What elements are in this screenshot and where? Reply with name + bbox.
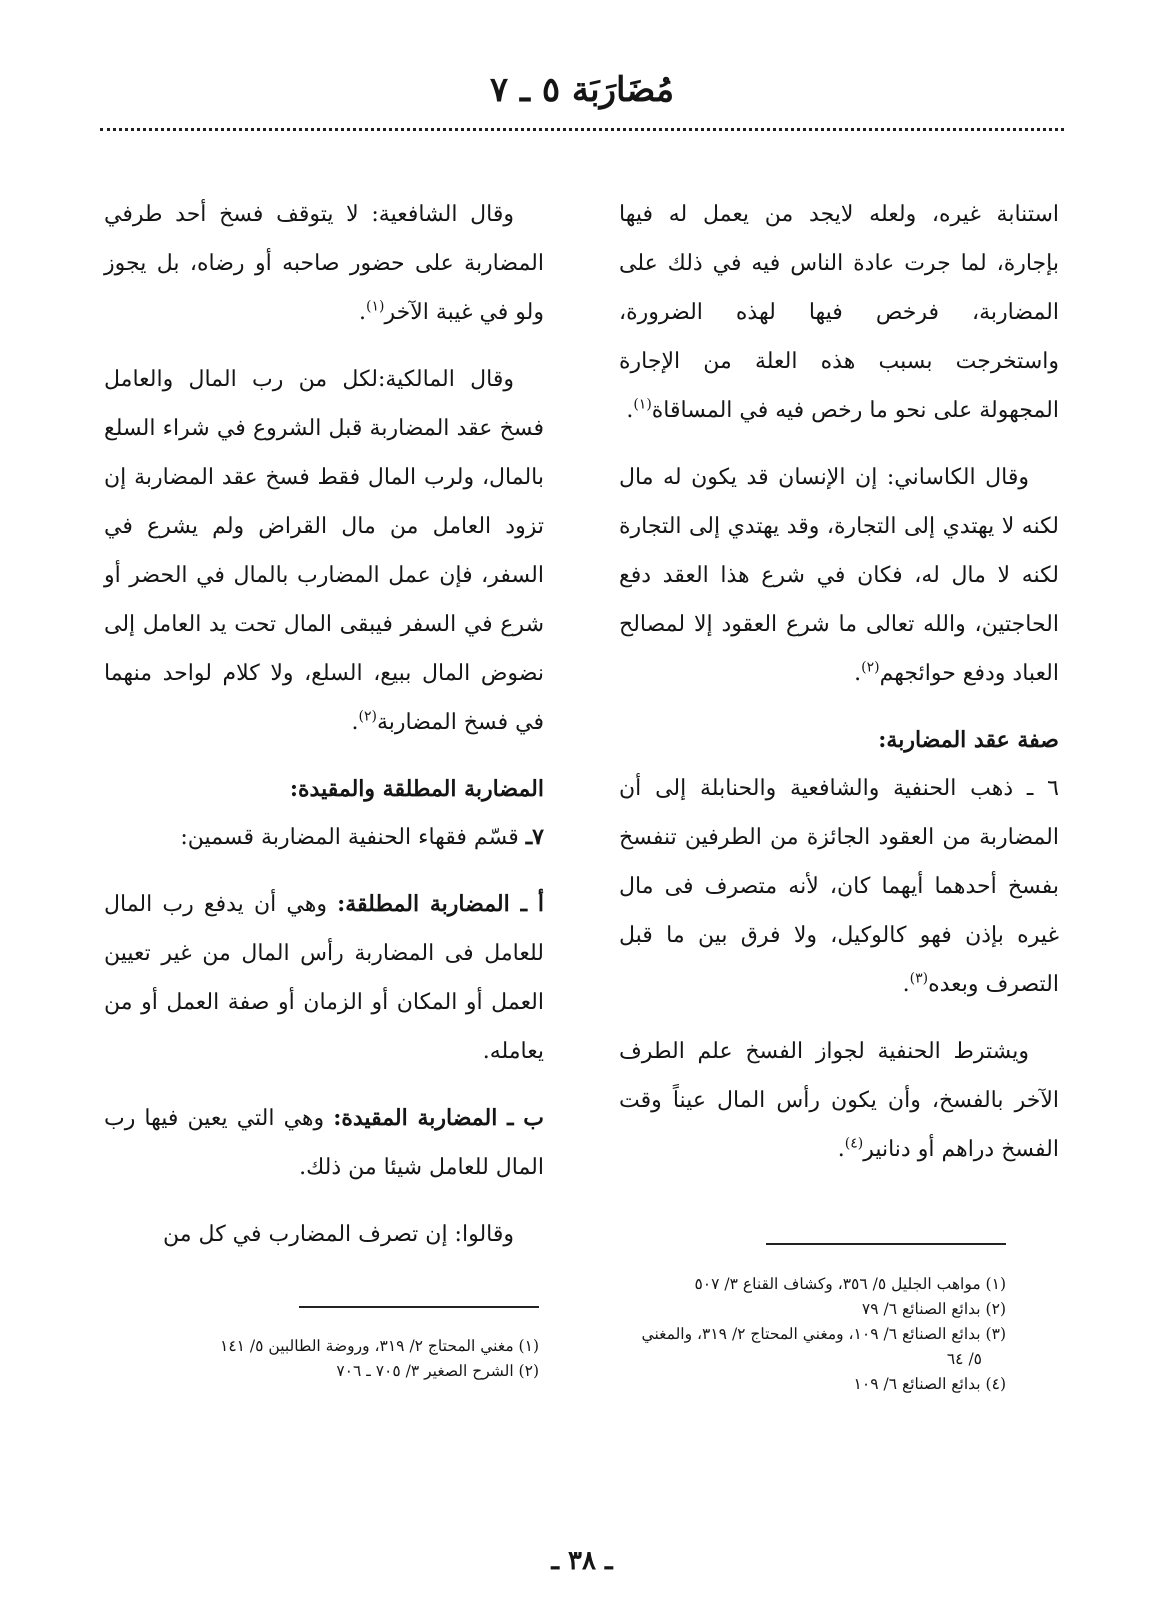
footnote-item: (٤) بدائع الصنائع ٦/ ١٠٩ — [853, 1375, 1006, 1393]
left-paragraph-1: وقال الشافعية: لا يتوقف فسخ أحد طرفي المضاربة على حضور صاحبه أو رضاه، بل يجوز ولو في غيبة الآخر$^{(١)}$. — [104, 202, 544, 325]
left-paragraph-4: أ ـ المضاربة المطلقة: وهي أن يدفع رب المال للعامل فى المضاربة رأس المال من غير تعيين العمل أو المكان أو الزمان أو صفة العمل أو من يعامله. — [104, 891, 544, 1064]
footnote-ref: (١) — [633, 396, 652, 413]
footnote-ref: (٤) — [844, 1135, 864, 1152]
section-heading-contract-nature: صفة عقد المضاربة: — [878, 727, 1059, 753]
footnote-rule-left — [299, 1306, 539, 1308]
section-heading-absolute-restricted: المضاربة المطلقة والمقيدة: — [289, 776, 544, 802]
footnote-ref: (١) — [366, 298, 385, 315]
page-header-title: مُضَارَبَة ٥ ـ ٧ — [489, 70, 675, 110]
footnote-item: (٢) بدائع الصنائع ٦/ ٧٩ — [861, 1300, 1006, 1318]
left-paragraph-6: وقالوا: إن تصرف المضارب في كل من — [163, 1222, 514, 1247]
footnote-item: (١) مواهب الجليل ٥/ ٣٥٦، وكشاف القناع ٣/ ٥٠٧ — [694, 1275, 1006, 1293]
left-paragraph-2: وقال المالكية:لكل من رب المال والعامل فسخ عقد المضاربة قبل الشروع في شراء السلع بالمال، ولرب المال فقط فسخ عقد المضاربة إن تزود العامل من مال القراض ولم يشرع في السفر، فإن عمل المضارب بالمال في الحضر أو شرع في السفر فيبقى المال تحت يد العامل إلى نضوض المال ببيع، السلع، ولا كلام لواحد منهما في فسخ المضاربة$^{(٢)}$. — [104, 367, 544, 735]
right-paragraph-4: ويشترط الحنفية لجواز الفسخ علم الطرف الآخر بالفسخ، وأن يكون رأس المال عيناً وقت الفسخ دراهم أو دنانير$^{(٤)}$. — [619, 1039, 1059, 1162]
header-dotted-rule — [100, 128, 1064, 131]
footnote-item: (٣) بدائع الصنائع ٦/ ١٠٩، ومغني المحتاج ٢/ ٣١٩، والمغني — [641, 1325, 1006, 1343]
footnote-item: (٢) الشرح الصغير ٣/ ٧٠٥ ـ ٧٠٦ — [336, 1362, 539, 1380]
right-paragraph-3: ٦ ـ ذهب الحنفية والشافعية والحنابلة إلى أن المضاربة من العقود الجائزة من الطرفين تنفسخ بفسخ أحدهما أيهما كان، لأنه متصرف فى مال غيره بإذن فهو كالوكيل، ولا فرق بين ما قبل التصرف وبعده$^{(٣)}$. — [619, 776, 1059, 997]
footnote-ref: (٣) — [909, 970, 929, 987]
footnote-ref: (٢) — [861, 659, 880, 676]
right-column — [619, 190, 1059, 1192]
left-paragraph-3: ٧ـ قسّم فقهاء الحنفية المضاربة قسمين: — [180, 824, 544, 850]
right-paragraph-1: استنابة غيره، ولعله لايجد من يعمل له فيها بإجارة، لما جرت عادة الناس فيه في ذلك على المضاربة، فرخص فيها لهذه الضرورة، واستخرجت بسبب هذه العلة من الإجارة المجهولة على نحو ما رخص فيه في المساقاة$^{(١)}$. — [619, 202, 1059, 423]
footnote-continuation: ٥/ ٦٤ — [946, 1350, 982, 1368]
page-number: ـ ٣٨ ـ — [551, 1546, 613, 1576]
right-paragraph-2: وقال الكاساني: إن الإنسان قد يكون له مال لكنه لا يهتدي إلى التجارة، وقد يهتدي إلى التجارة لكنه لا مال له، فكان في شرع هذا العقد دفع الحاجتين، والله تعالى ما شرع العقود إلا لمصالح العباد ودفع حوائجهم$^{(٢)}$. — [619, 465, 1059, 686]
left-paragraph-5: ب ـ المضاربة المقيدة: وهي التي يعين فيها رب المال للعامل شيئا من ذلك. — [104, 1105, 544, 1180]
footnotes-right — [556, 1272, 1006, 1397]
footnote-rule-right — [766, 1243, 1006, 1245]
footnotes-left — [94, 1334, 539, 1384]
footnote-item: (١) مغني المحتاج ٢/ ٣١٩، وروضة الطالبين ٥/ ١٤١ — [220, 1337, 539, 1355]
footnote-ref: (٢) — [358, 708, 377, 725]
left-column — [104, 190, 544, 1277]
